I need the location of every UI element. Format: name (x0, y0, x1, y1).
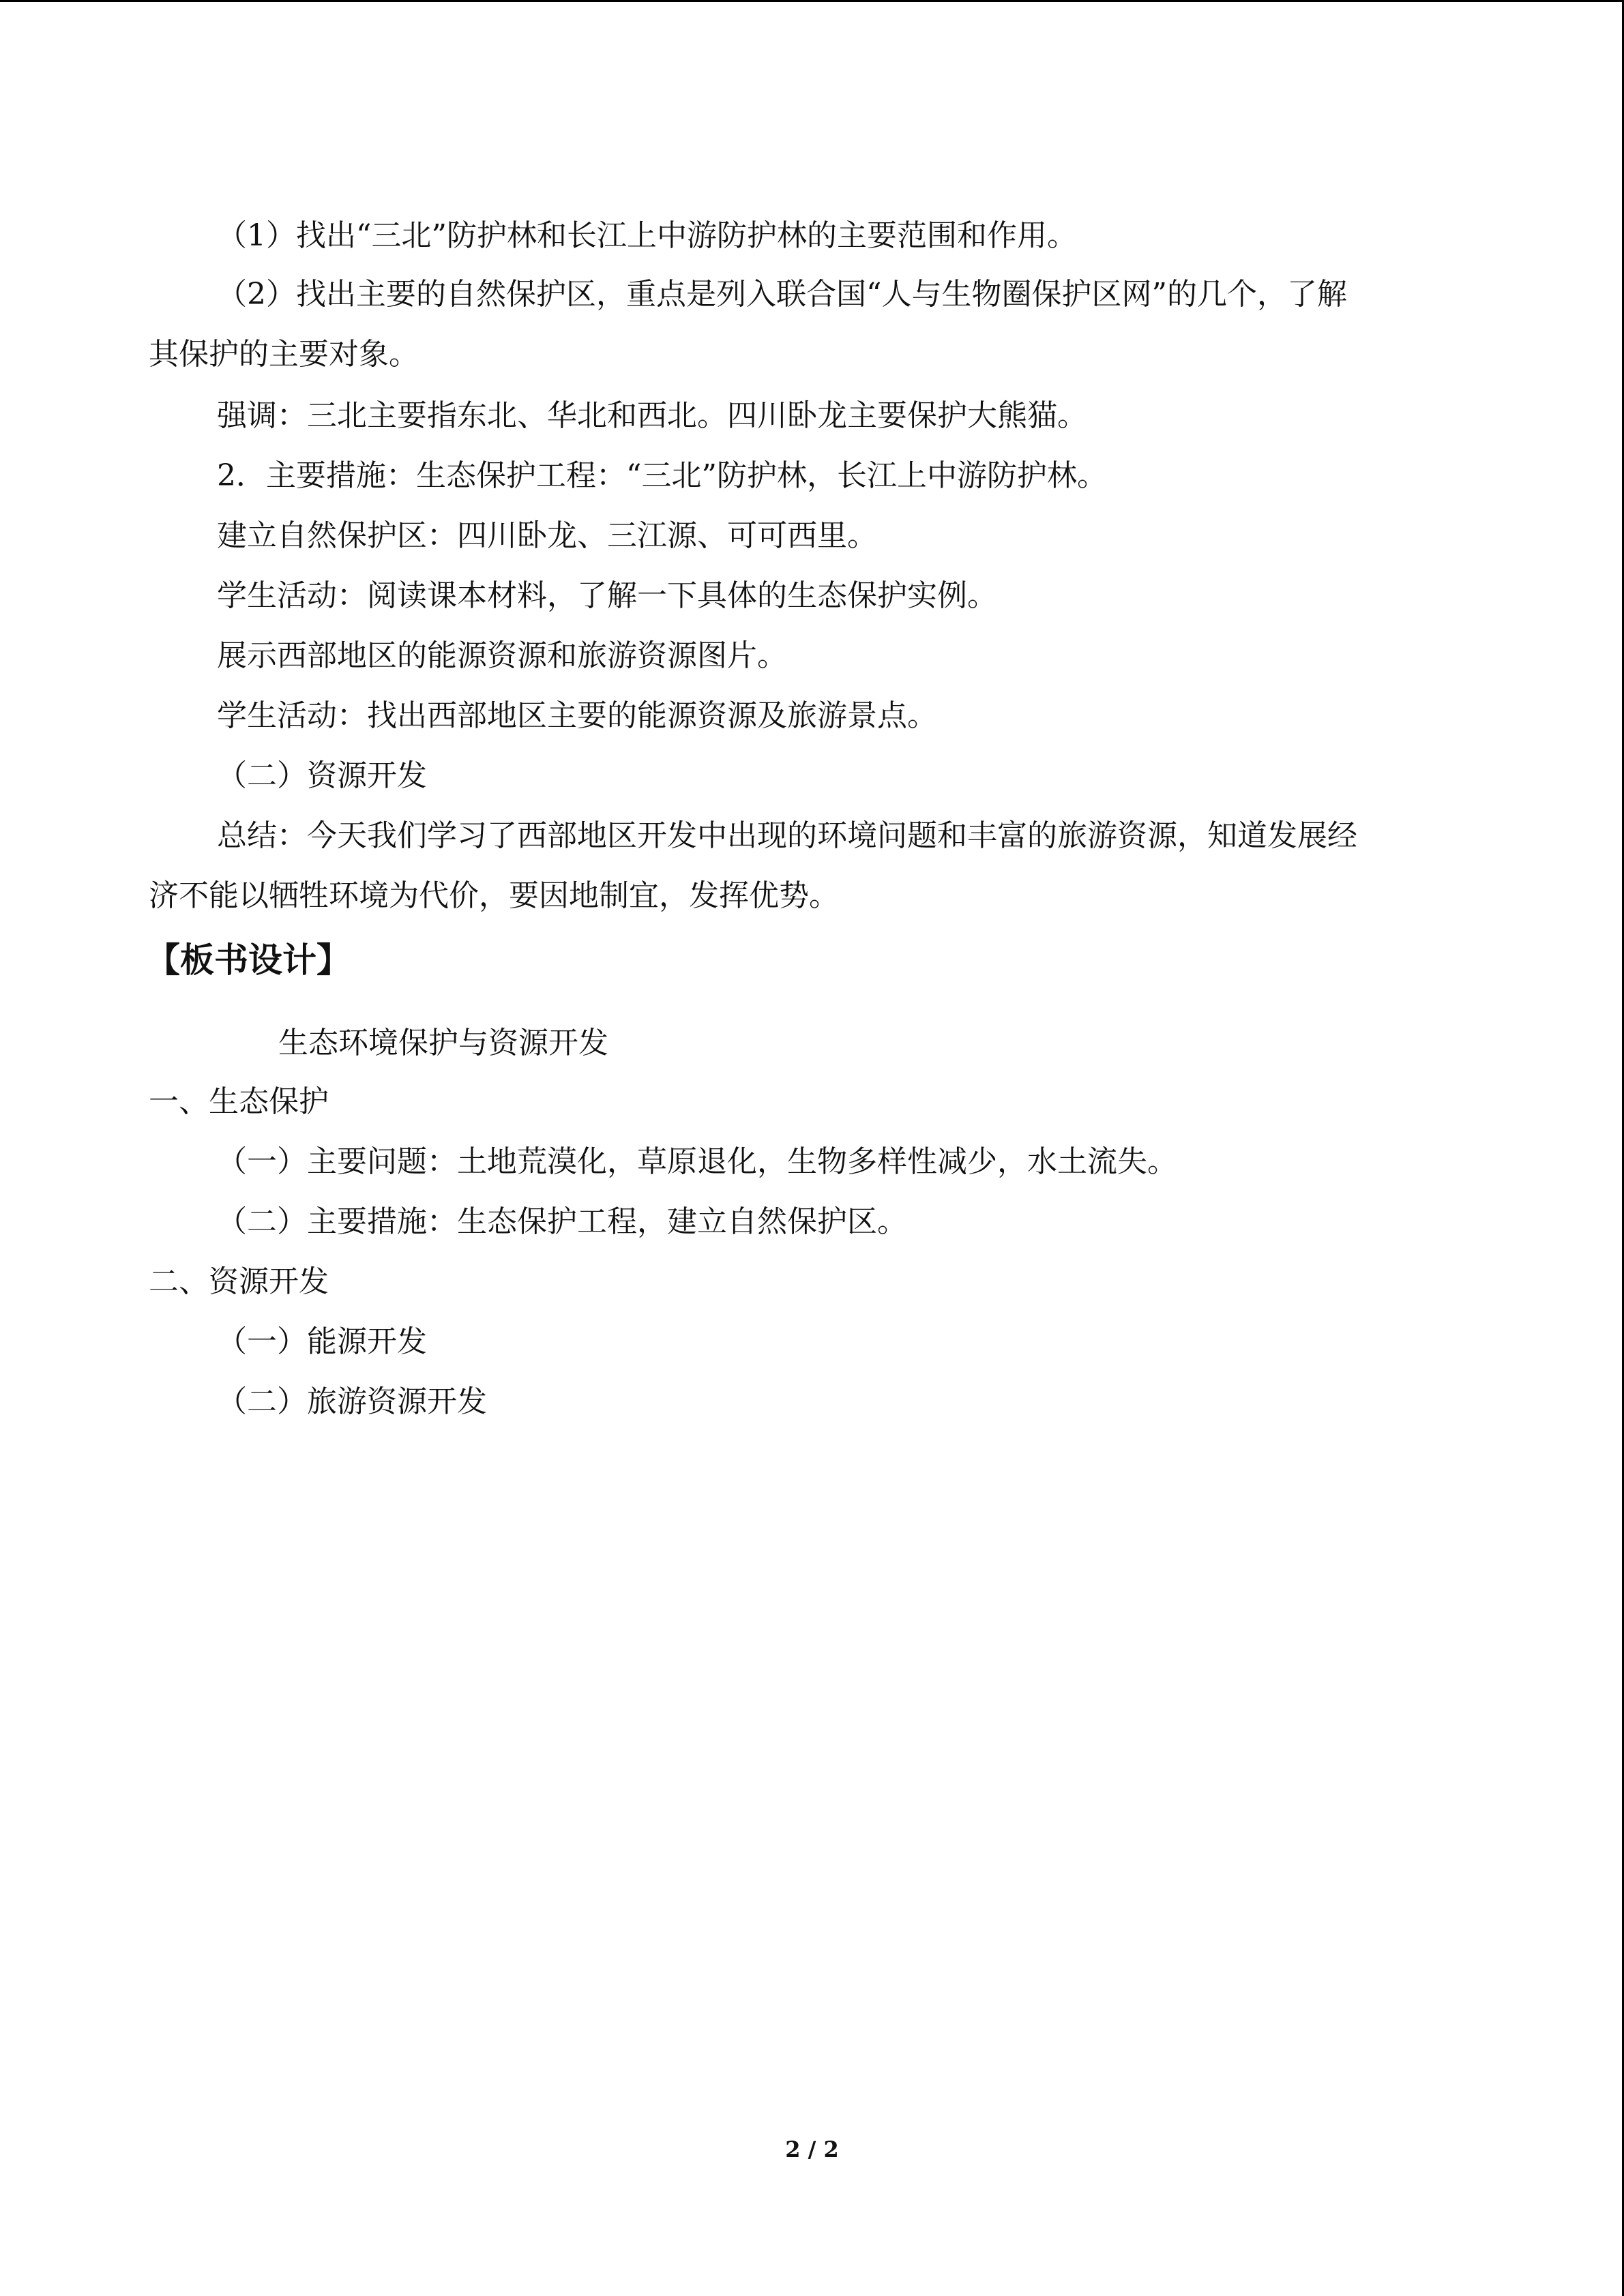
paragraph-2-line-1: （2）找出主要的自然保护区，重点是列入联合国“人与生物圈保护区网”的几个，了解 (217, 277, 1347, 312)
page-number: 2 / 2 (785, 2136, 839, 2162)
paragraph-5: 建立自然保护区：四川卧龙、三江源、可可西里。 (217, 518, 877, 553)
board-section-1: 一、生态保护 (149, 1084, 329, 1119)
paragraph-10-line-2: 济不能以牺牲环境为代价，要因地制宜，发挥优势。 (149, 878, 839, 913)
board-design-heading: 【板书设计】 (146, 940, 351, 980)
paragraph-1: （1）找出“三北”防护林和长江上中游防护林的主要范围和作用。 (217, 218, 1077, 253)
paragraph-3: 强调：三北主要指东北、华北和西北。四川卧龙主要保护大熊猫。 (217, 398, 1087, 433)
board-section-1-item-1: （一）主要问题：土地荒漠化，草原退化，生物多样性减少，水土流失。 (217, 1144, 1177, 1179)
paragraph-7: 展示西部地区的能源资源和旅游资源图片。 (217, 638, 787, 673)
board-section-1-item-2: （二）主要措施：生态保护工程，建立自然保护区。 (217, 1204, 907, 1239)
board-section-2-item-2: （二）旅游资源开发 (217, 1384, 487, 1419)
board-section-2: 二、资源开发 (149, 1264, 329, 1299)
paragraph-9: （二）资源开发 (217, 758, 427, 793)
paragraph-10-line-1: 总结：今天我们学习了西部地区开发中出现的环境问题和丰富的旅游资源，知道发展经 (217, 818, 1357, 853)
board-title: 生态环境保护与资源开发 (278, 1026, 608, 1060)
paragraph-2-line-2: 其保护的主要对象。 (149, 337, 419, 372)
paragraph-6: 学生活动：阅读课本材料，了解一下具体的生态保护实例。 (217, 578, 997, 613)
paragraph-4: 2．主要措施：生态保护工程：“三北”防护林，长江上中游防护林。 (217, 458, 1107, 493)
board-section-2-item-1: （一）能源开发 (217, 1324, 427, 1359)
paragraph-8: 学生活动：找出西部地区主要的能源资源及旅游景点。 (217, 698, 937, 733)
